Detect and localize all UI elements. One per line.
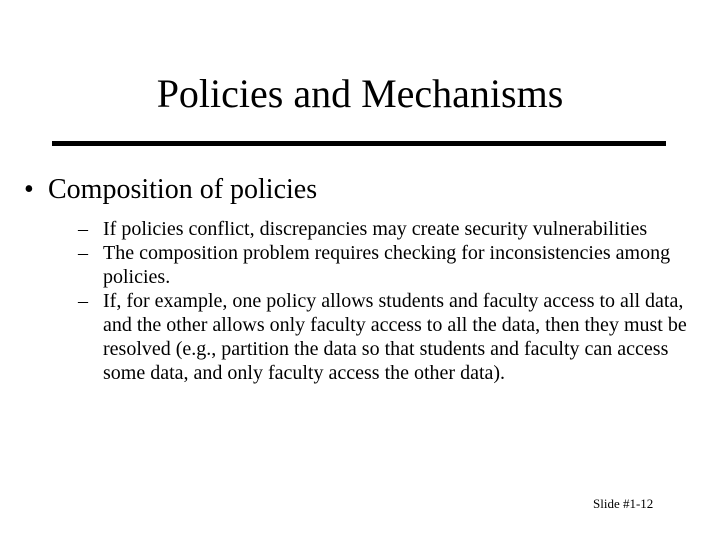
dash-marker: – [78,290,88,312]
sub-bullet-text: The composition problem requires checking for inconsistencies among policies. [103,242,671,288]
title-divider [52,141,666,146]
main-bullet-text: Composition of policies [48,174,318,205]
sub-bullet-item [78,289,698,385]
dash-marker: – [78,218,88,240]
slide-title: Policies and Mechanisms [156,71,564,116]
sub-bullet-item [78,241,698,289]
slide-number: Slide #1-12 [593,496,654,511]
sub-bullet-text: If, for example, one policy allows students and faculty access to all data, and the other allows only faculty access to all the data, then they must be resolved (e.g., partition the data so that students and faculty can access some data, and only faculty access the other data). [103,290,687,384]
dash-marker: – [78,242,88,264]
main-bullet [24,172,317,208]
sub-bullet-item [78,217,698,241]
bullet-marker: • [24,174,34,205]
sub-bullet-text: If policies conflict, discrepancies may create security vulnerabilities [103,218,648,240]
sub-bullet-list [78,217,698,385]
